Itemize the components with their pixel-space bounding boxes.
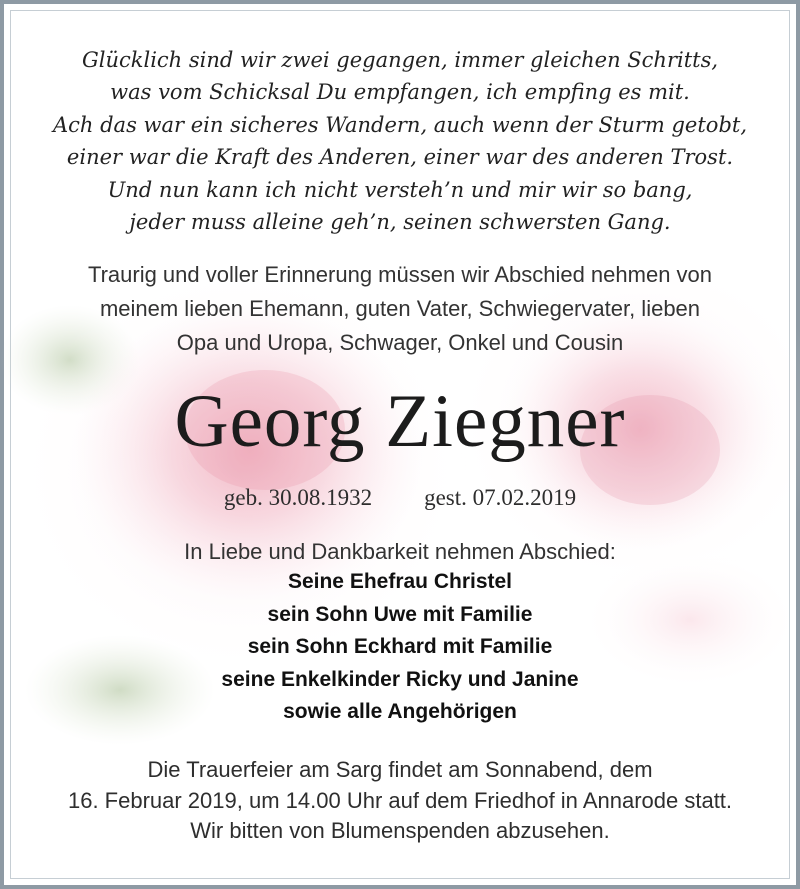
intro-line: meinem lieben Ehemann, guten Vater, Schwiegervater, lieben [99,296,701,321]
poem-line: Glücklich sind wir zwei gegangen, immer gleichen Schritts, [81,48,719,72]
funeral-line: Wir bitten von Blumenspenden abzusehen. [190,818,610,843]
mourner-item: Seine Ehefrau Christel [287,570,513,593]
intro-line: Opa und Uropa, Schwager, Onkel und Cousin [176,330,624,355]
funeral-line: Die Trauerfeier am Sarg findet am Sonnabend, dem [147,757,653,782]
funeral-line: 16. Februar 2019, um 14.00 Uhr auf dem Friedhof in Annarode statt. [67,787,733,813]
poem-line: Und nun kann ich nicht versteh’n und mir wir so bang, [107,177,693,202]
mourners-list [0,566,800,729]
mourner-item: seine Enkelkinder Ricky und Janine [221,667,579,691]
mourner-item: sein Sohn Uwe mit Familie [267,602,533,626]
deceased-name: Georg Ziegner [174,380,626,463]
intro-line: Traurig und voller Erinnerung müssen wir Abschied nehmen von [87,262,713,287]
mourner-item: sowie alle Angehörigen [283,700,517,723]
birth-date: geb. 30.08.1932 [223,485,373,510]
funeral-notice [0,755,800,847]
life-dates [0,482,800,514]
intro-text [0,258,800,360]
death-date: gest. 07.02.2019 [424,485,577,510]
poem-line: einer war die Kraft des Anderen, einer war des anderen Trost. [66,145,734,170]
poem [0,44,800,238]
mourner-item: sein Sohn Eckhard mit Familie [247,635,553,658]
poem-line: was vom Schicksal Du empfangen, ich empfing es mit. [110,80,690,105]
poem-line: Ach das war ein sicheres Wandern, auch wenn der Sturm getobt, [52,112,747,137]
mourners-intro: In Liebe und Dankbarkeit nehmen Abschied: [184,539,616,564]
poem-line: jeder muss alleine geh’n, seinen schwersten Gang. [129,210,671,235]
